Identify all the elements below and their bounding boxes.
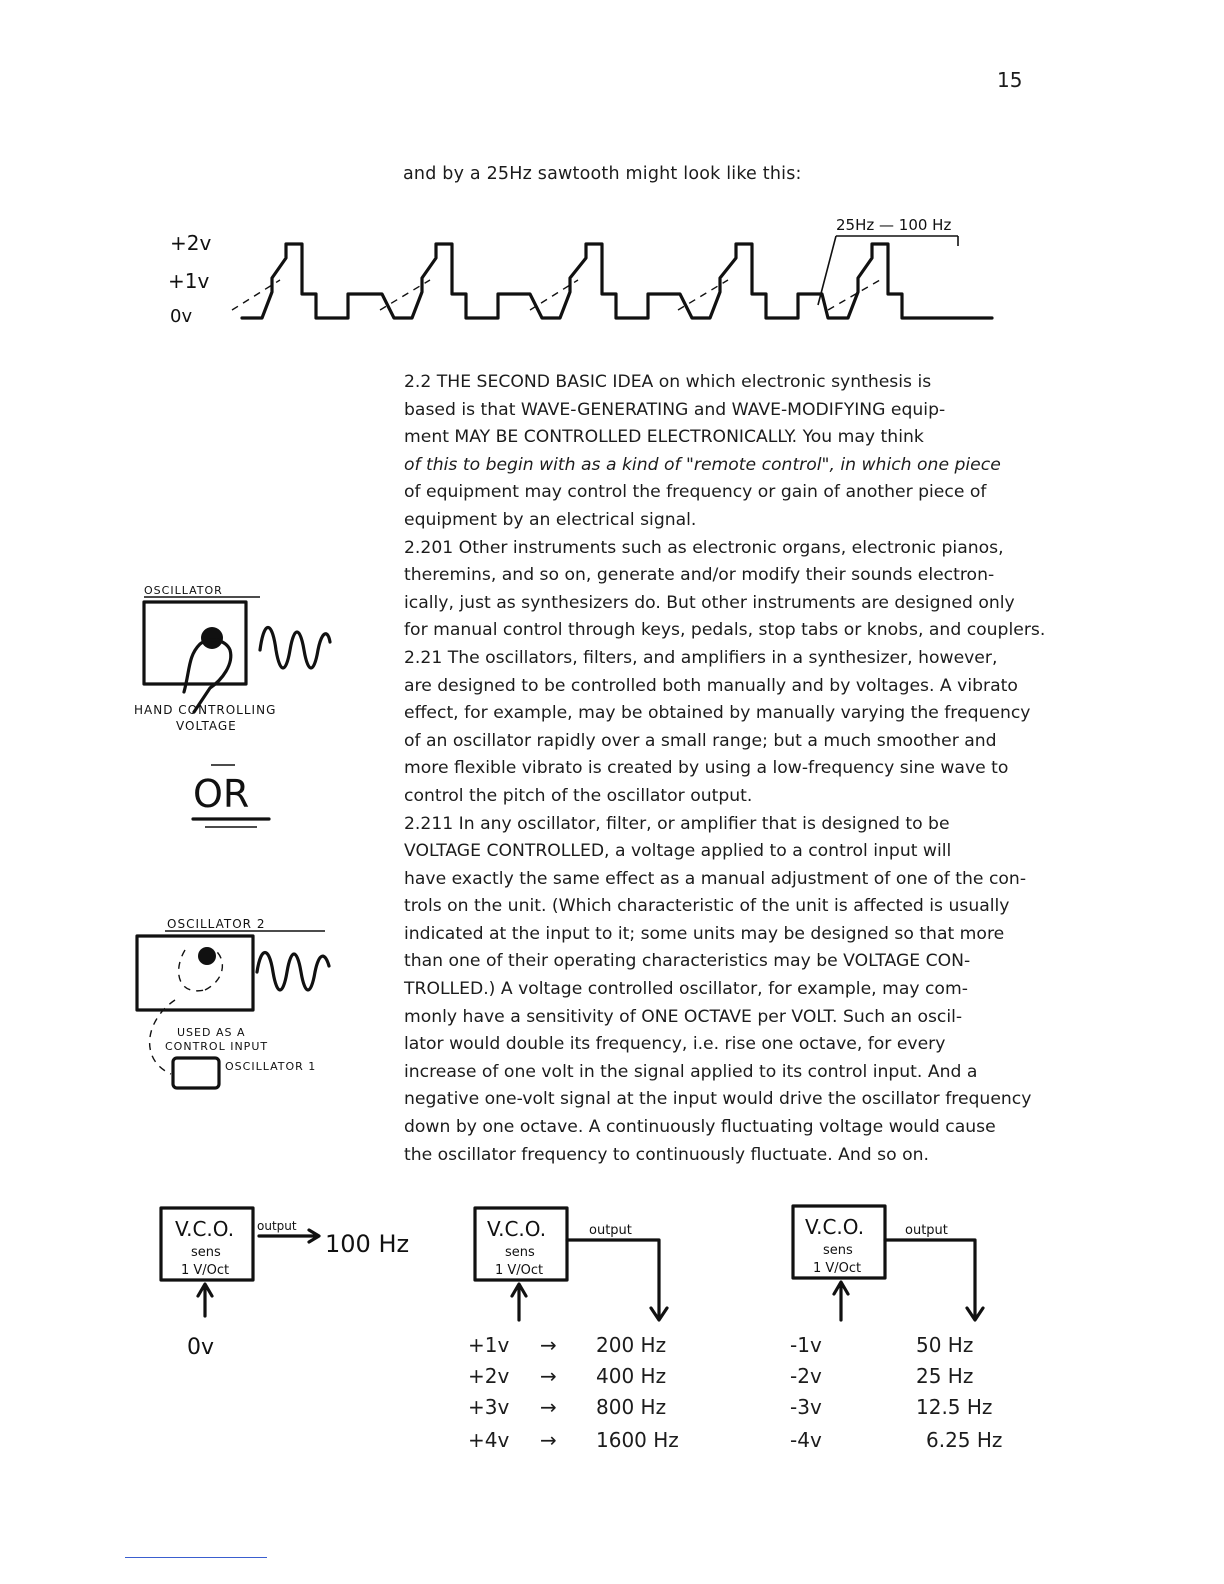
output-label: output [257,1219,297,1233]
input-arrow-icon [512,1284,526,1320]
text-line: effect, for example, may be obtained by manually varying the frequency [404,703,1031,724]
text-line: based is that WAVE-GENERATING and WAVE-MODIFYING equip- [404,399,946,420]
input-arrow-icon [198,1284,212,1316]
output-frequency: 200 Hz [596,1333,667,1357]
arrow-icon: → [540,1395,557,1419]
y-label-0v: 0v [170,306,193,327]
text-line: increase of one volt in the signal applied to its control input. And a [404,1061,978,1082]
used-as-caption: USED AS A [177,1026,246,1039]
text-line: 2.21 The oscillators, filters, and amplifiers in a synthesizer, however, [404,647,998,668]
sawtooth-dashed-line [232,280,880,310]
output-frequency: 800 Hz [596,1395,667,1419]
oscillator-1-label: OSCILLATOR 1 [225,1060,317,1073]
text-line: of an oscillator rapidly over a small range; but a much smoother and [404,730,997,751]
input-voltage: 0v [187,1335,215,1360]
text-line: VOLTAGE CONTROLLED, a voltage applied to a control input will [404,841,952,862]
text-line: indicated at the input to it; some units may be designed so that more [404,923,1005,944]
vco-sens: sens [191,1245,221,1260]
oscillator-2-label: OSCILLATOR 2 [167,917,266,931]
intro-line: and by a 25Hz sawtooth might look like this: [403,164,802,184]
output-frequency: 12.5 Hz [916,1395,993,1419]
control-input-caption: CONTROL INPUT [165,1040,269,1053]
text-line: than one of their operating characteristics may be VOLTAGE CON- [404,951,971,972]
text-line: have exactly the same effect as a manual adjustment of one of the con- [404,868,1027,889]
waveform-annotation: 25Hz — 100 Hz [836,216,952,234]
input-voltage: -1v [790,1333,822,1357]
input-voltage: +1v [468,1333,510,1357]
output-frequency: 100 Hz [325,1230,410,1258]
input-voltage: -2v [790,1364,822,1388]
text-line: the oscillator frequency to continuously fluctuate. And so on. [404,1144,929,1165]
output-frequency: 6.25 Hz [926,1428,1003,1452]
text-line: lator would double its frequency, i.e. rise one octave, for every [404,1034,946,1055]
text-line: for manual control through keys, pedals, stop tabs or knobs, and couplers. [404,620,1046,641]
text-line: 2.211 In any oscillator, filter, or amplifier that is designed to be [404,813,950,834]
input-voltage: +3v [468,1395,510,1419]
input-voltage: +4v [468,1428,510,1452]
input-voltage: +2v [468,1364,510,1388]
knob-icon [201,627,223,649]
text-line: control the pitch of the oscillator output. [404,785,753,806]
page-number: 15 [997,68,1023,92]
hand-caption-2: VOLTAGE [176,719,237,733]
sawtooth-wave [242,244,992,318]
hand-control-figure [130,580,370,740]
vco-diagram-2 [465,1200,715,1460]
input-arrow-icon [834,1282,848,1320]
arrow-icon: → [540,1364,557,1388]
output-frequency: 400 Hz [596,1364,667,1388]
arrow-icon: → [540,1333,557,1357]
hand-caption-1: HAND CONTROLLING [134,703,277,717]
input-voltage: -3v [790,1395,822,1419]
sawtooth-waveform-figure [150,210,1010,335]
or-figure [185,755,285,835]
output-frequency: 1600 Hz [596,1428,679,1452]
vco-title: V.C.O. [805,1215,865,1239]
text-line: 2.2 THE SECOND BASIC IDEA on which electronic synthesis is [404,372,932,392]
vco-sensitivity: 1 V/Oct [181,1263,230,1278]
vco-title: V.C.O. [175,1217,235,1241]
output-frequency: 25 Hz [916,1364,974,1388]
text-line: equipment by an electrical signal. [404,509,697,530]
text-line: theremins, and so on, generate and/or modify their sounds electron- [404,565,995,586]
or-text: OR [193,772,250,816]
input-voltage: -4v [790,1428,822,1452]
vco-diagram-3 [785,1200,1035,1460]
sine-wave-icon [260,628,330,669]
oscillator-2-box [137,936,253,1010]
output-label: output [905,1223,948,1238]
oscillator-box [144,602,246,684]
text-line: ment MAY BE CONTROLLED ELECTRONICALLY. You may think [404,427,924,448]
oscillator-1-box [173,1058,219,1088]
vco-diagram-1 [155,1200,425,1360]
text-line: down by one octave. A continuously fluctuating voltage would cause [404,1117,996,1138]
text-line: 2.201 Other instruments such as electronic organs, electronic pianos, [404,537,1004,558]
text-line: TROLLED.) A voltage controlled oscillator, for example, may com- [404,979,968,1000]
y-label-2v: +2v [170,231,212,255]
oscillator-control-figure [115,910,375,1090]
sine-wave-icon [257,953,329,991]
text-line: are designed to be controlled both manually and by voltages. A vibrato [404,675,1018,696]
vco-sensitivity: 1 V/Oct [495,1263,544,1278]
output-arrow-icon [567,1240,667,1320]
body-text [404,369,1124,1169]
footer-rule [125,1557,267,1558]
text-line: ically, just as synthesizers do. But other instruments are designed only [404,592,1015,613]
knob-icon [198,947,216,965]
vco-sens: sens [505,1245,535,1260]
vco-sensitivity: 1 V/Oct [813,1261,862,1276]
output-label: output [589,1223,632,1238]
vco-title: V.C.O. [487,1217,547,1241]
text-line: trols on the unit. (Which characteristic of the unit is affected is usually [404,896,1010,917]
text-line: monly have a sensitivity of ONE OCTAVE per VOLT. Such an oscil- [404,1006,963,1027]
oscillator-label: OSCILLATOR [144,584,223,597]
y-label-1v: +1v [168,269,210,293]
text-line: of equipment may control the frequency or gain of another piece of [404,482,987,503]
vco-sens: sens [823,1243,853,1258]
text-line: negative one-volt signal at the input would drive the oscillator frequency [404,1089,1032,1110]
hand-icon [184,640,231,712]
arrow-icon: → [540,1428,557,1452]
output-frequency: 50 Hz [916,1333,974,1357]
text-line: more flexible vibrato is created by using a low-frequency sine wave to [404,758,1009,779]
text-line: of this to begin with as a kind of "remote control", in which one piece [404,454,1001,475]
output-arrow-icon [885,1240,983,1320]
